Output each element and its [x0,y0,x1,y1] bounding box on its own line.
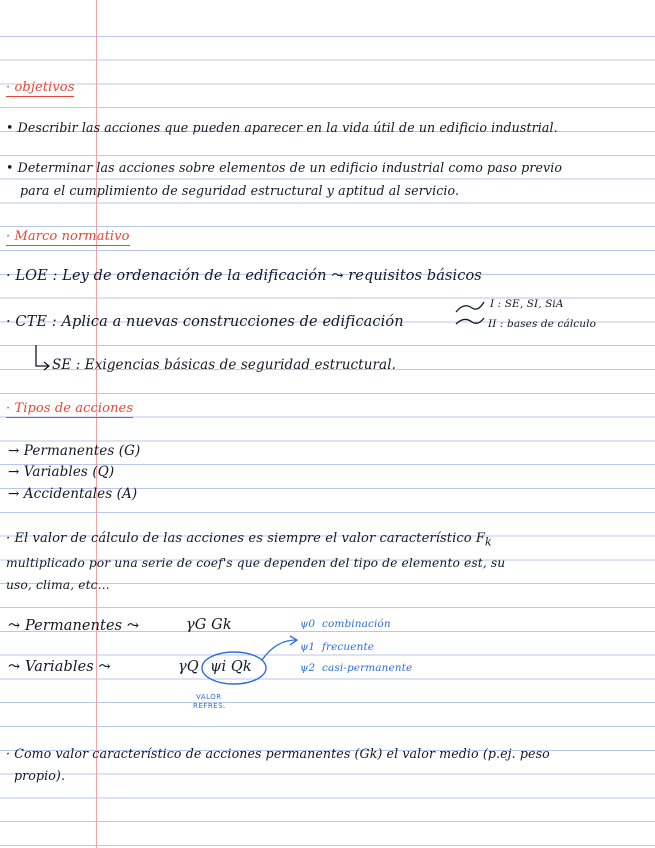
heading-tipos-acciones: · Tipos de acciones [6,401,134,416]
tipo-variables: → Variables (Q) [8,464,115,480]
heading-marco-normativo: · Marco normativo [6,229,130,244]
psi-arrow [262,640,296,660]
se-line: SE : Exigencias básicas de seguridad estructural. [52,357,397,373]
se-hook-arrow [36,345,49,370]
valor-line-1: · El valor de cálculo de las acciones es siempre el valor característico $F_k$ [6,531,492,549]
caracteristico-line-1: · Como valor característico de acciones permanentes (Gk) el valor medio (p.ej. peso [6,746,550,761]
valor-line-2: multiplicado por una serie de coef's que dependen del tipo de elemento est, su [6,556,506,570]
valor-line-3: uso, clima, etc... [6,578,110,592]
formula-permanentes-label: ⤳ Permanentes ⤳ [8,618,140,634]
psi-1: ψ1 frecuente [300,641,375,653]
formula-permanentes: γG Gk [186,617,232,633]
valor-subscript: k [485,535,492,549]
heading-objetivos: · objetivos [6,80,75,95]
formula-circle [202,652,266,684]
tipo-permanentes: → Permanentes (G) [8,443,141,459]
psi-2: ψ2 casi-permanente [300,662,413,674]
formula-variables-label: ⤳ Variables ⤳ [8,659,111,675]
loe-line: · LOE : Ley de ordenación de la edificación ⤳ requisitos básicos [6,268,482,284]
objetivo-2-cont: para el cumplimiento de seguridad estructural y aptitud al servicio. [20,183,460,198]
formula-variables-gamma: γQ [178,659,199,675]
cte-line: · CTE : Aplica a nuevas construcciones de edificación [6,314,404,330]
valor-refer-1: VALOR [196,693,222,701]
tipo-accidentales: → Accidentales (A) [8,486,138,502]
formula-variables: ψi Qk [210,659,252,675]
psi-0: ψ0 combinación [300,618,391,630]
objetivo-2: • Determinar las acciones sobre elementos de un edificio industrial como paso previo [6,160,563,175]
cte-branch-arrow-down [456,318,484,324]
cte-branch-2: II : bases de cálculo [488,318,597,330]
caracteristico-line-2: propio). [14,768,66,783]
objetivo-1: • Describir las acciones que pueden aparecer en la vida útil de un edificio industrial. [6,120,558,135]
cte-branch-1: I : SE, SI, SiA [490,298,564,310]
valor-refer-2: REFRES. [193,702,226,710]
cte-branch-arrow-up [456,302,484,312]
